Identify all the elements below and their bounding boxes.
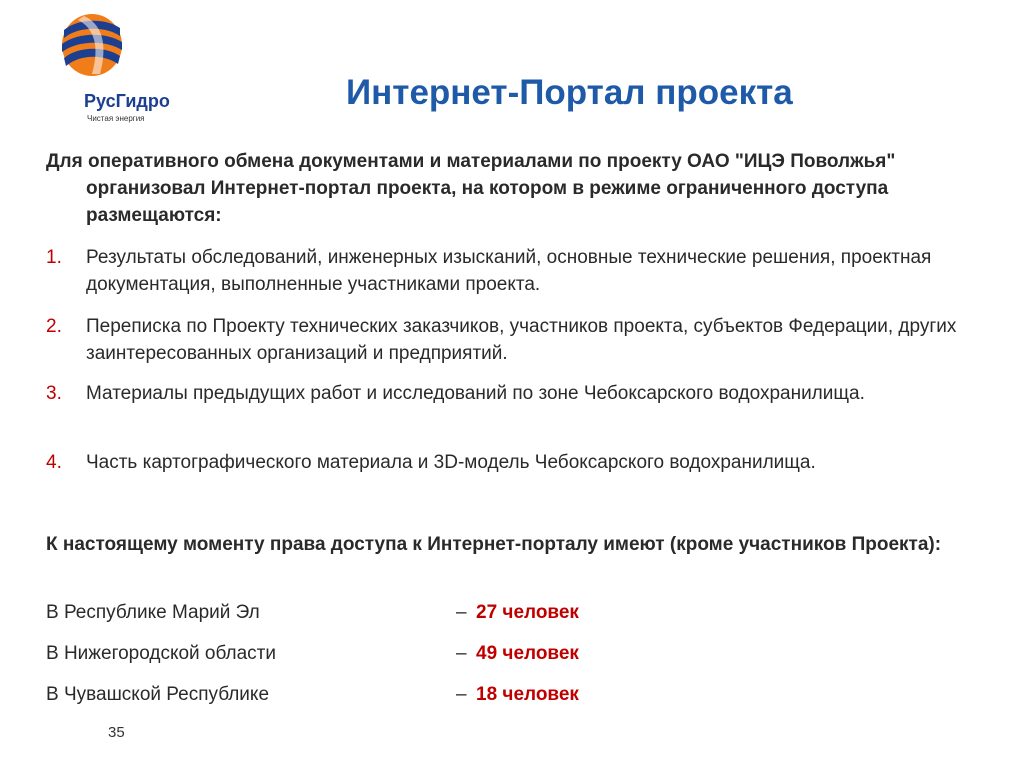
region-dash: – [456,684,467,705]
region-dash: – [456,602,467,623]
list-text: Результаты обследований, инженерных изысканий, основные технические решения, проектная документация, выполненные участниками проекта. [86,247,932,295]
intro-paragraph: Для оперативного обмена документами и материалами по проекту ОАО "ИЦЭ Поволжья" организовал Интернет-портал проекта, на котором в режиме ограниченного доступа размещаются: [46,151,896,226]
list-number: 2. [46,316,62,337]
region-count: 27 человек [476,602,579,623]
list-text: Переписка по Проекту технических заказчиков, участников проекта, субъектов Федерации, других заинтересованных организаций и предприятий. [86,316,957,364]
rushydro-emblem-icon [58,10,126,80]
list-text: Часть картографического материала и 3D-модель Чебоксарского водохранилища. [86,452,816,473]
region-count: 49 человек [476,643,579,664]
list-number: 1. [46,247,62,268]
company-logo [54,10,174,123]
region-name: В Республике Марий Эл [46,602,260,623]
logo-name: РусГидро [84,91,170,111]
list-number: 3. [46,383,62,404]
list-number: 4. [46,452,62,473]
region-count: 18 человек [476,684,579,705]
slide-title: Интернет-Портал проекта [346,73,793,112]
access-heading: К настоящему моменту права доступа к Интернет-порталу имеют (кроме участников Проекта): [46,534,942,555]
page-number: 35 [108,724,125,741]
list-text: Материалы предыдущих работ и исследований по зоне Чебоксарского водохранилища. [86,383,865,404]
logo-tagline: Чистая энергия [87,114,145,123]
region-name: В Нижегородской области [46,643,276,664]
region-name: В Чувашской Республике [46,684,270,705]
region-dash: – [456,643,467,664]
